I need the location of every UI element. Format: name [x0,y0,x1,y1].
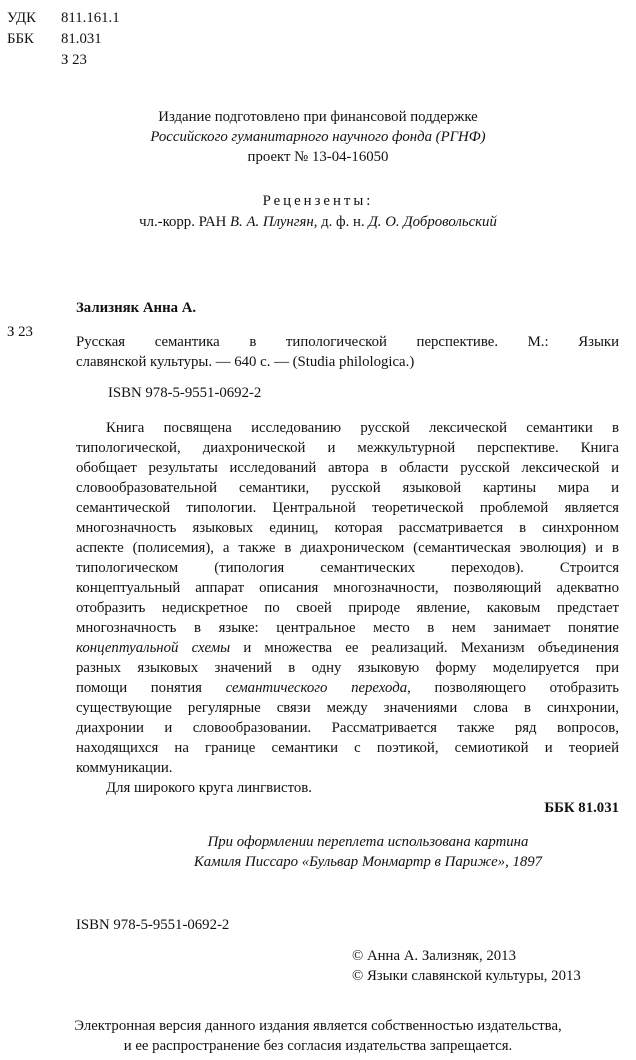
abstract-line-14-pre: помощи понятия [76,680,226,696]
abstract-line-13: разных языковых значений в одну языковую форму моделируется при [76,660,619,676]
funding-line-2: Российского гуманитарного научного фонда (РГНФ) [150,129,486,145]
cover-note-line-2-text: Камиля Писсаро «Бульвар Монмартр в Париже», 1897 [193,854,543,870]
term-semantic-transition: семантического перехода [225,680,408,696]
abstract-line-15: существующие регулярные связи между значениями слова в синхронии, [76,700,619,716]
abstract-line-12-rest: и множества ее реализаций. Механизм объединения [230,640,619,656]
udk-value: 811.161.1 [61,10,120,26]
catalog-desc-line-2: славянской культуры. — 640 с. — (Studia philologica.) [76,354,415,370]
funding-line-3: проект № 13-04-16050 [247,149,389,165]
udk-row [7,8,120,29]
isbn-bottom: ISBN 978-5-9551-0692-2 [76,917,230,933]
abstract-line-10: отобразить недискретное по своей природе явление, каковым предстает [76,600,619,616]
catalog-description [76,332,619,372]
abstract-line-9: концептуальный аппарат описания многозначности, позволяющий адекватно [76,580,619,596]
cover-note-line-1-text: При оформлении переплета использована картина [207,834,529,850]
reviewers-title: Рецензенты: [262,193,374,209]
abstract-line-12 [76,638,619,658]
author-mark: З 23 [61,52,87,68]
funding-line-1: Издание подготовлено при финансовой поддержке [158,109,478,125]
reviewer-2-prefix: , д. ф. н. [313,214,369,230]
abstract-audience: Для широкого круга лингвистов. [106,780,312,796]
reviewer-1-name: В. А. Плунгян [230,214,314,230]
abstract-line-18: коммуникации. [76,760,173,776]
abstract-line-11: многозначность в языке: центральное место в нем занимает понятие [76,620,619,636]
reviewers-line [0,212,636,232]
catalog-isbn: ISBN 978-5-9551-0692-2 [108,385,262,401]
catalog-author: Зализняк Анна А. [76,300,197,316]
catalog-desc-line-1: Русская семантика в типологической перспективе. М.: Языки [76,334,619,350]
cover-note-line-1 [0,832,636,852]
abstract-line-5: семантической типологии. Центральной теоретической проблемой является [76,500,619,516]
abstract-line-14-post: , позволяющего отобразить [407,680,619,696]
abstract-line-4: словообразовательной семантики, русской языковой картины мира и [76,480,619,496]
abstract-line-8: типологическом (типология семантических переходов). Строится [76,560,619,576]
abstract-line-7: аспекте (полисемия), а также в диахроническом (семантическая эволюция) и в [76,540,619,556]
catalog-mark: З 23 [7,324,33,340]
cover-note-line-2 [0,852,636,872]
abstract-line-2: типологической, диахронической и межкультурной перспективе. Книга [76,440,619,456]
copyright-line-1: © Анна А. Зализняк, 2013 [352,948,516,964]
udk-label: УДК [7,10,36,26]
abstract-line-17: находящихся на границе семантики с поэтикой, семиотикой и теорией [76,740,619,756]
reviewer-1-prefix: чл.-корр. РАН [139,214,231,230]
bbk-label: ББК [7,31,34,47]
abstract-bbk: ББК 81.031 [544,800,619,816]
term-conceptual-scheme: концептуальной схемы [76,640,231,656]
copyright-line-2: © Языки славянской культуры, 2013 [352,968,581,984]
abstract-line-1: Книга посвящена исследованию русской лексической семантики в [106,420,619,436]
abstract-line-3: обобщает результаты исследований автора в области русской лексической и [76,460,619,476]
bbk-row [7,29,120,50]
abstract-line-6: многозначность языковых единиц, которая рассматривается в синхронном [76,520,619,536]
abstract-line-16: диахронии и словообразовании. Рассматривается также ряд вопросов, [76,720,619,736]
abstract [76,418,619,818]
author-mark-row [7,50,120,71]
classification-block [7,8,120,71]
reviewer-2-name: Д. О. Добровольский [368,214,497,230]
bbk-value: 81.031 [61,31,102,47]
abstract-line-14 [76,678,619,698]
notice-line-1: Электронная версия данного издания является собственностью издательства, [74,1018,562,1034]
notice-line-2: и ее распространение без согласия издательства запрещается. [123,1038,513,1054]
